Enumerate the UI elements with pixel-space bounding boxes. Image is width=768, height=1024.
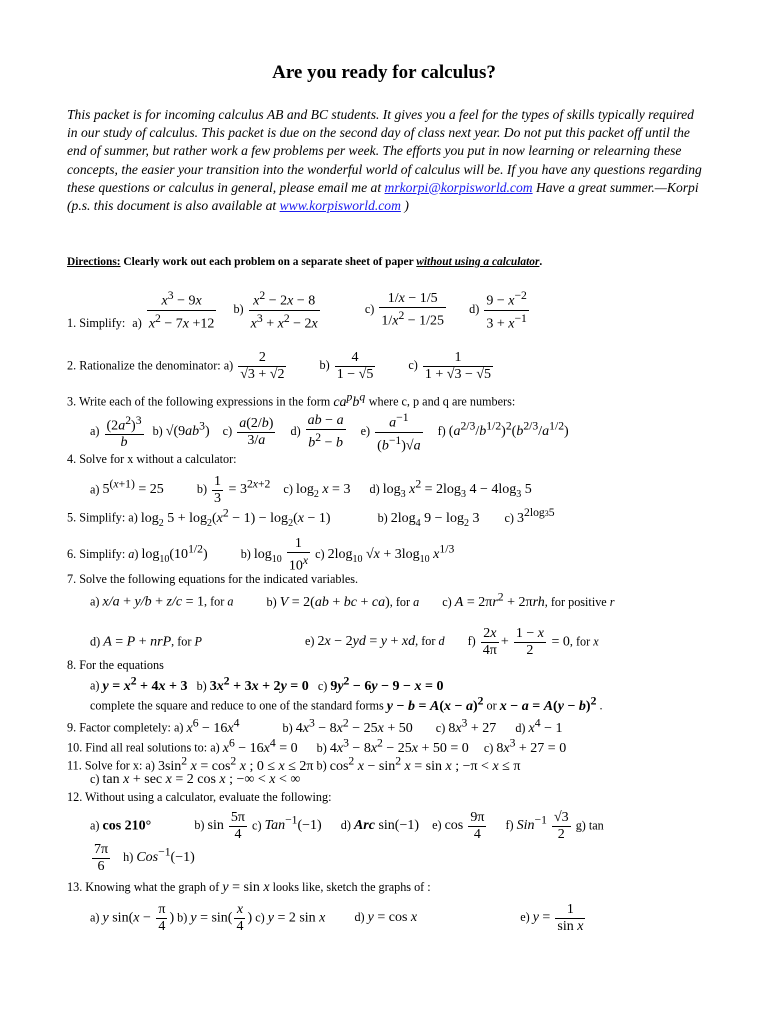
- problem-5: 5. Simplify: a) $\log_2 5 + \log_2(x^2 - 1) - \log_2(x - 1)$ b) $2\log_4$ $9 - \log_2 3$ c) $3^{2log35}$: [67, 506, 555, 529]
- problem-10-label: 10. Find all real solutions to:: [67, 740, 208, 755]
- p1-b: b): [233, 301, 244, 316]
- problem-3-parts: a) $\frac{(2a^2)^3}{b}$ b) $√(9ab^3)$ c) $\frac{a(2/b)}{3/a}$ d) $\frac{ab - a}{b^2 - b}$ e) $\frac{a^{-1}}{(b^{-1})√a}$ f) $(a^{2/3}/b^{1/2})^2(b^{2/3}/a^{1/2})$: [90, 411, 569, 454]
- p2c-fraction: $\frac{1}{1 + √3 - √5}$: [424, 350, 492, 382]
- page-title: Are you ready for calculus?: [272, 62, 496, 83]
- p1-a: a): [132, 315, 142, 330]
- problem-11: 11. Solve for x: a) $3\sin^2$ $x = \cos^2 x$ ; 0 ≤ x ≤ 2π b) $\cos^2 x - \sin^2 x = \sin x$ ; −π < x ≤ π: [67, 754, 521, 774]
- problem-1-label: 1. Simplify:: [67, 315, 126, 330]
- problem-2-label: 2. Rationalize the denominator:: [67, 358, 221, 373]
- problem-7: 7. Solve the following equations for the indicated variables.: [67, 572, 359, 586]
- problem-8-equations: a) $y = x^2 + 4x + 3$ b) $3x^2 + 3x + 2y = 0$ c) $9y^2 - 6y - 9 - x = 0$: [90, 674, 444, 694]
- directions-end: .: [539, 256, 543, 268]
- email-link[interactable]: mrkorpi@korpisworld.com: [384, 179, 533, 195]
- directions-text: Clearly work out each problem on a separate sheet of paper: [120, 256, 417, 268]
- problem-8: 8. For the equations: [67, 658, 164, 672]
- p1d-fraction: $\frac{9 - x^{-2}}{3 + x^{-1}}$: [486, 289, 527, 332]
- p1-c: c): [364, 301, 375, 316]
- problem-4: 4. Solve for x without a calculator:: [67, 452, 237, 466]
- problem-12-cont: $\frac{7\pi}{6}$ h) Cos$^{-1}$(−1): [94, 842, 195, 874]
- problem-4-parts: a) $5^{(x+1)} = 25$ b) $\frac{1}{3}$ = $3^{2x+2}$ c) $\log_2 x = 3$ d) $\log_3 x^2 = 2\log_3$ $4 - 4\log_3$ 5: [90, 474, 532, 506]
- problem-5-label: 5. Simplify:: [67, 510, 126, 525]
- p2b-fraction: $\frac{4}{1 - √5}$: [336, 350, 374, 382]
- problem-8-forms: complete the square and reduce to one of the standard forms $y - b = A(x - a)^2$ or $x - a = A(y - b)^2$ .: [90, 694, 603, 714]
- intro-text-middle: Have a great summer.—Korpi (p.s. this document is also available at: [67, 179, 699, 214]
- problem-12: 12. Without using a calculator, evaluate the following:: [67, 790, 332, 804]
- problem-3: 3. Write each of the following expressions in the form $ca^pb^q$ where c, p and q are numbers:: [67, 390, 516, 410]
- intro-paragraph: [67, 106, 707, 215]
- problem-8-label-b: complete the square and reduce to one of the standard forms: [90, 698, 384, 713]
- problem-13-parts: a) y sin(x − $\frac{\pi}{4}$ ) b) y = sin( $\frac{x}{4}$ ) c) y = 2 sin x d) y = cos x e) y = $\frac{1}{\text{sin x}}$: [90, 902, 584, 934]
- problem-3-label-b: where c, p and q are numbers:: [368, 394, 516, 409]
- problem-10: 10. Find all real solutions to: a) $x^6 - 16x^4 = 0$ b) $4x^3 - 8x^2 - 25x + 50 = 0$ c) $8x^3 + 27 = 0$: [67, 736, 567, 756]
- directions-emphasis: without using a calculator: [416, 256, 540, 268]
- directions: [67, 256, 542, 268]
- problem-11-label: 11. Solve for x:: [67, 758, 143, 773]
- directions-label: Directions:: [67, 256, 121, 268]
- problem-13: 13. Knowing what the graph of y = sin x looks like, sketch the graphs of :: [67, 880, 431, 895]
- intro-text-end: ): [400, 198, 409, 214]
- p2a-fraction: $\frac{2}{√3 + √2}$: [240, 350, 285, 382]
- p1-d: d): [469, 301, 480, 316]
- website-link[interactable]: www.korpisworld.com: [279, 198, 401, 214]
- problem-1: [67, 288, 531, 332]
- problem-6-label: 6. Simplify:: [67, 547, 126, 562]
- problem-3-label: 3. Write each of the following expressions in the form: [67, 394, 331, 409]
- problem-13-label-b: looks like, sketch the graphs of :: [272, 880, 431, 894]
- problem-12-parts: a) cos 210° b) sin $\frac{5\pi}{4}$ c) Tan$^{-1}$(−1) d) Arc sin(−1) e) cos $\frac{9\pi}{4}$ f) Sin$^{-1}$ $\frac{√3}{2}$ g) tan: [90, 810, 604, 842]
- problem-2: 2. Rationalize the denominator: a) $\frac{2}{√3 + √2}$ b) $\frac{4}{1 - √5}$ c) $\frac{1}{1 + √3 - √5}$: [67, 350, 492, 382]
- problem-7-row-2: d) A = P + nrP, for P e) 2x − 2yd = y + xd, for d f) $\frac{2x}{4\pi}$ + $\frac{1 - x}{2}$ = 0, for x: [90, 626, 599, 658]
- problem-6: 6. Simplify: a) $\log_{10}(10^{1/2})$ b) $\log_{10}$ $\frac{1}{10^x}$ c) $2\log_{10}$ $√x + 3\log_{10}$ $x^{1/3}$: [67, 536, 455, 574]
- problem-13-label: 13. Knowing what the graph of: [67, 880, 220, 894]
- p1a-fraction: $\frac{x^3 - 9x}{x^2 - 7x +12}$: [148, 289, 215, 332]
- problem-9-label: 9. Factor completely:: [67, 720, 171, 735]
- problem-9: 9. Factor completely: a) $x^6 - 16x^4$ b) $4x^3 - 8x^2 - 25x + 50$ c) $8x^3 + 27$ d) $x^4 - 1$: [67, 716, 563, 736]
- p1b-fraction: $\frac{x^2 - 2x - 8}{x^3 + x^2 - 2x}$: [250, 289, 318, 332]
- problem-7-row-1: a) x/a + y/b + z/c = 1, for a b) V = 2(ab + bc + ca), for a c) $A = 2\pi r^2 + 2\pi rh$, for positive r: [90, 590, 615, 610]
- problem-11-c: c) tan x + sec x = 2 cos x ; −∞ < x < ∞: [90, 772, 301, 787]
- p1c-fraction: $\frac{1/x - 1/5}{1/x^2 - 1/25}$: [381, 290, 445, 329]
- intro-text: This packet is for incoming calculus AB and BC students. It gives you a feel for the types of skills typically required in our study of calculus. This packet is due on the second day of class next year. Do not put this packet off until the end of summer, but rather work a few problems per week. The efforts you put in now learning or relearning these concepts, the easier your transition into the wonderful world of calculus will be. If you have any questions regarding these questions or calculus in general, please email me at: [67, 107, 702, 195]
